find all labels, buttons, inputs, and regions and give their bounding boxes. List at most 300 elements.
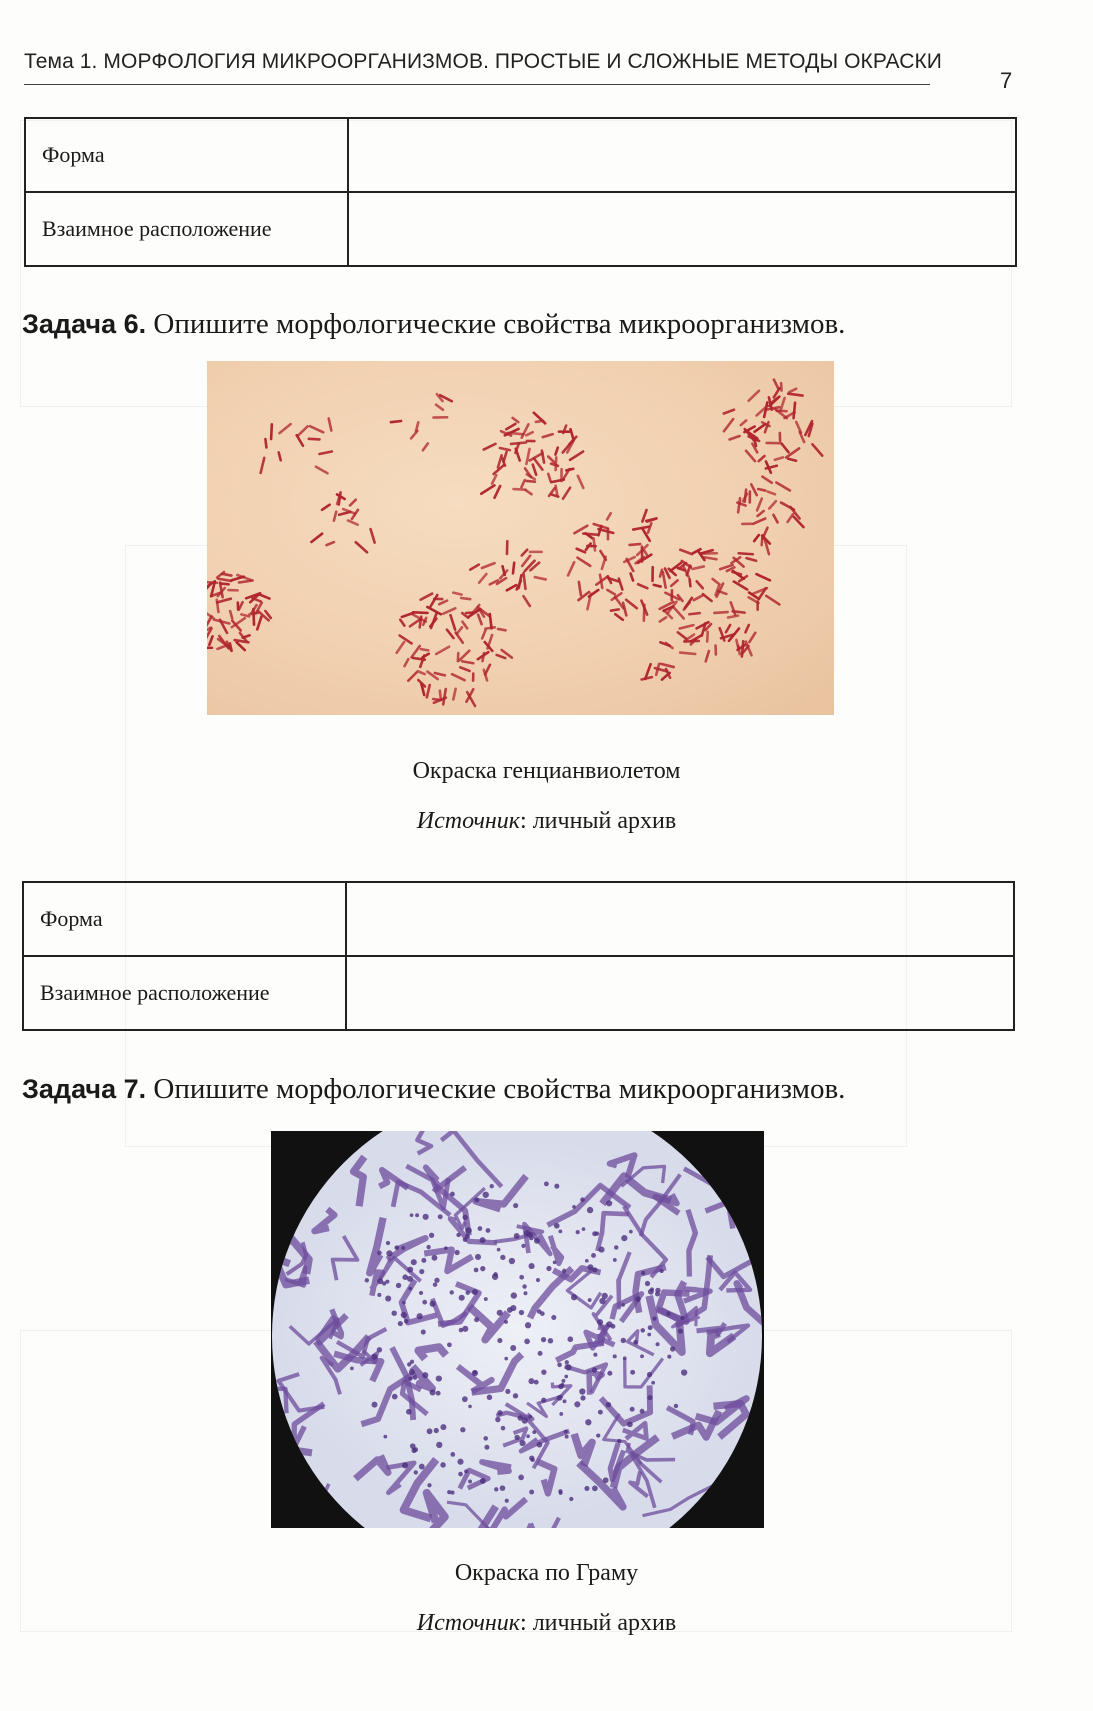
bacterium-rod xyxy=(577,549,585,553)
coccus-cell xyxy=(630,1370,635,1375)
coccus-cell xyxy=(402,1274,408,1280)
bacterium-rod xyxy=(788,459,796,461)
bacterium-rod xyxy=(713,579,720,584)
coccus-cell xyxy=(513,1203,518,1208)
task-text: Опишите морфологические свойства микроорганизмов. xyxy=(153,308,846,340)
coccus-cell xyxy=(447,1342,452,1347)
coccus-cell xyxy=(557,1363,562,1368)
coccus-cell xyxy=(497,1248,501,1252)
coccus-cell xyxy=(580,1395,585,1400)
stained-strand xyxy=(754,1391,764,1424)
coccus-cell xyxy=(614,1245,618,1249)
bacterium-rod xyxy=(660,642,669,645)
bacterium-rod xyxy=(769,501,776,508)
coccus-cell xyxy=(472,1370,478,1376)
coccus-cell xyxy=(513,1393,518,1398)
bacterium-rod xyxy=(451,615,456,629)
bacterium-rod xyxy=(506,424,515,429)
bacterium-rod xyxy=(470,565,478,570)
bacterium-rod xyxy=(774,380,779,389)
bacterium-rod xyxy=(423,654,429,658)
microscope-field xyxy=(271,1131,764,1528)
bacterium-rod xyxy=(257,617,261,630)
answer-cell[interactable] xyxy=(346,956,1014,1030)
bacterium-rod xyxy=(680,550,692,554)
bacterium-rod xyxy=(728,616,738,618)
coccus-cell xyxy=(438,1214,443,1219)
coccus-cell xyxy=(565,1360,569,1364)
bacterium-rod xyxy=(758,489,765,491)
coccus-cell xyxy=(544,1181,549,1186)
bacterium-rod xyxy=(743,494,747,501)
bacterium-rod xyxy=(543,434,553,437)
bacterium-rod xyxy=(756,574,770,580)
bacterium-rod xyxy=(490,614,492,628)
bacterium-rod xyxy=(513,418,519,422)
bacterium-rod xyxy=(217,599,231,603)
coccus-cell xyxy=(593,1353,597,1357)
bacterium-rod xyxy=(327,542,334,545)
coccus-cell xyxy=(527,1231,533,1237)
coccus-cell xyxy=(524,1339,530,1345)
coccus-cell xyxy=(409,1369,415,1375)
bacterium-rod xyxy=(751,484,756,495)
coccus-cell xyxy=(392,1394,398,1400)
bacterium-rod xyxy=(630,544,641,545)
bacterium-rod xyxy=(754,535,759,541)
coccus-cell xyxy=(480,1266,485,1271)
coccus-cell xyxy=(497,1338,502,1343)
coccus-cell xyxy=(478,1226,483,1231)
bacterium-rod xyxy=(607,513,611,519)
coccus-cell xyxy=(640,1409,645,1414)
coccus-cell xyxy=(514,1233,520,1239)
bacterium-rod xyxy=(459,651,469,661)
bacterium-rod xyxy=(259,594,270,598)
coccus-cell xyxy=(528,1378,534,1384)
bacterium-rod xyxy=(500,448,510,450)
coccus-cell xyxy=(540,1311,545,1316)
coccus-cell xyxy=(372,1402,378,1408)
bacterium-rod xyxy=(522,556,530,566)
stained-strand xyxy=(271,1465,272,1472)
coccus-cell xyxy=(386,1241,390,1245)
bacterium-rod xyxy=(443,689,445,704)
coccus-cell xyxy=(536,1278,540,1282)
coccus-cell xyxy=(660,1269,664,1273)
table-row xyxy=(23,956,1014,1030)
bacterium-rod xyxy=(644,550,648,556)
bacterium-rod xyxy=(421,594,433,600)
coccus-cell xyxy=(554,1223,560,1229)
coccus-cell xyxy=(465,1234,470,1239)
bacterium-rod xyxy=(775,457,783,459)
coccus-cell xyxy=(486,1228,491,1233)
bacterium-rod xyxy=(452,674,465,680)
coccus-cell xyxy=(493,1272,498,1277)
bacterium-rod xyxy=(663,572,666,587)
coccus-cell xyxy=(396,1283,401,1288)
bacterium-rod xyxy=(678,632,686,638)
answer-cell[interactable] xyxy=(348,118,1016,192)
bacterium-rod xyxy=(348,520,358,524)
stained-strand xyxy=(736,1469,756,1499)
coccus-cell xyxy=(602,1293,608,1299)
bacterium-rod xyxy=(433,699,441,700)
coccus-cell xyxy=(454,1250,459,1255)
coccus-cell xyxy=(525,1322,531,1328)
bacterium-rod xyxy=(218,579,231,581)
coccus-cell xyxy=(430,1301,436,1307)
coccus-cell xyxy=(548,1338,553,1343)
coccus-cell xyxy=(460,1427,465,1432)
coccus-cell xyxy=(681,1369,687,1375)
coccus-cell xyxy=(559,1491,563,1495)
coccus-cell xyxy=(504,1320,508,1324)
bacterium-rod xyxy=(482,630,485,638)
bacterium-rod xyxy=(408,672,416,680)
coccus-cell xyxy=(551,1315,556,1320)
bacterium-rod xyxy=(453,689,455,700)
coccus-cell xyxy=(571,1294,577,1300)
bacterium-rod xyxy=(615,614,623,620)
coccus-cell xyxy=(579,1388,585,1394)
bacterium-rod xyxy=(436,647,449,654)
bacterium-rod xyxy=(570,429,573,439)
coccus-cell xyxy=(572,1205,576,1209)
coccus-cell xyxy=(401,1246,405,1250)
coccus-cell xyxy=(621,1303,625,1307)
coccus-cell xyxy=(641,1271,645,1275)
bacterium-rod xyxy=(714,612,727,613)
coccus-cell xyxy=(576,1230,580,1234)
coccus-cell xyxy=(562,1269,566,1273)
figure-source xyxy=(0,1610,1093,1637)
bacterium-rod xyxy=(706,651,709,661)
gram-stain-field-image xyxy=(271,1131,764,1528)
coccus-cell xyxy=(645,1281,650,1286)
bacterium-rod xyxy=(758,511,764,516)
coccus-cell xyxy=(391,1310,396,1315)
bacterium-rod xyxy=(533,465,536,475)
coccus-cell xyxy=(538,1351,543,1356)
bacterium-rod xyxy=(702,553,717,554)
bacterium-rod xyxy=(660,570,662,577)
bacterium-rod xyxy=(461,598,470,599)
coccus-cell xyxy=(402,1301,406,1305)
coccus-cell xyxy=(432,1255,438,1261)
coccus-cell xyxy=(436,1391,441,1396)
source-text: : личный архив xyxy=(520,1610,677,1636)
stained-strand xyxy=(598,1327,605,1343)
bacterium-rod xyxy=(239,602,243,609)
bacterium-rod xyxy=(400,620,404,626)
bacterium-rod xyxy=(607,590,615,594)
stained-strand xyxy=(291,1484,329,1528)
coccus-cell xyxy=(623,1356,627,1360)
coccus-cell xyxy=(603,1477,609,1483)
bacterium-rod xyxy=(646,519,656,521)
bacterium-rod xyxy=(519,575,522,588)
bacterium-rod xyxy=(481,485,494,493)
coccus-cell xyxy=(599,1247,605,1253)
coccus-cell xyxy=(674,1404,678,1408)
coccus-cell xyxy=(365,1278,369,1282)
figure-source xyxy=(0,808,1093,835)
coccus-cell xyxy=(423,1214,429,1220)
bacterium-rod xyxy=(356,542,367,552)
bacterium-rod xyxy=(309,439,320,440)
coccus-cell xyxy=(561,1383,565,1387)
coccus-cell xyxy=(500,1485,506,1491)
task-7-heading xyxy=(22,1073,845,1106)
coccus-cell xyxy=(647,1395,652,1400)
stained-strand xyxy=(271,1393,276,1416)
coccus-cell xyxy=(528,1415,532,1419)
bacterium-rod xyxy=(413,612,427,613)
bacterium-rod xyxy=(556,486,558,495)
bacterium-rod xyxy=(479,574,486,583)
bacterium-rod xyxy=(548,474,550,481)
bacterium-rod xyxy=(230,611,232,619)
coccus-cell xyxy=(434,1278,439,1283)
task-6-heading xyxy=(22,308,845,341)
coccus-cell xyxy=(596,1433,600,1437)
coccus-cell xyxy=(377,1347,382,1352)
coccus-cell xyxy=(541,1369,546,1374)
stained-strand xyxy=(297,1145,321,1174)
coccus-cell xyxy=(606,1321,612,1327)
bacterium-rod xyxy=(757,499,762,511)
coccus-cell xyxy=(629,1230,633,1234)
bacterium-rod xyxy=(638,584,647,588)
bacterium-rod xyxy=(316,467,328,474)
bacterium-rod xyxy=(788,514,793,522)
bacterium-rod xyxy=(706,624,711,630)
bacterium-rod xyxy=(776,482,790,490)
bacterium-rod xyxy=(339,512,350,515)
coccus-cell xyxy=(480,1237,486,1243)
bacterium-rod xyxy=(521,480,524,487)
source-text: : личный архив xyxy=(520,808,677,834)
bacterium-rod xyxy=(230,643,232,650)
source-label: Источник xyxy=(416,808,521,834)
bacterium-rod xyxy=(513,563,514,574)
coccus-cell xyxy=(519,1275,524,1280)
bacterium-rod xyxy=(516,449,520,461)
bacterium-rod xyxy=(261,458,265,473)
bacterium-rod xyxy=(427,685,430,697)
bacterium-rod xyxy=(279,452,281,460)
coccus-cell xyxy=(564,1375,568,1379)
coccus-cell xyxy=(621,1235,627,1241)
coccus-cell xyxy=(523,1291,527,1295)
stained-strand xyxy=(703,1131,747,1144)
coccus-cell xyxy=(457,1459,463,1465)
coccus-cell xyxy=(592,1486,598,1492)
answer-cell[interactable] xyxy=(348,192,1016,266)
row-label: Взаимное расположение xyxy=(25,192,348,266)
coccus-cell xyxy=(678,1328,683,1333)
coccus-cell xyxy=(472,1289,478,1295)
coccus-cell xyxy=(422,1300,427,1305)
coccus-cell xyxy=(383,1435,387,1439)
coccus-cell xyxy=(410,1360,414,1364)
bacterium-rod xyxy=(400,636,412,644)
bacterium-rod xyxy=(767,407,779,409)
coccus-cell xyxy=(580,1197,585,1202)
coccus-cell xyxy=(450,1290,454,1294)
bacterium-rod xyxy=(661,664,674,667)
bacterium-rod xyxy=(570,452,583,460)
coccus-cell xyxy=(621,1338,626,1343)
coccus-cell xyxy=(574,1401,580,1407)
coccus-cell xyxy=(433,1282,437,1286)
bacterium-rod xyxy=(443,608,455,613)
bacterium-rod xyxy=(724,410,734,414)
bacterium-rod xyxy=(578,476,584,488)
coccus-cell xyxy=(648,1325,653,1330)
bacterium-rod xyxy=(241,614,249,616)
coccus-cell xyxy=(565,1435,569,1439)
coccus-cell xyxy=(483,1436,488,1441)
bacterium-rod xyxy=(673,607,684,619)
bacterium-rod xyxy=(265,439,266,447)
bacterium-rod xyxy=(207,582,217,583)
coccus-cell xyxy=(647,1372,652,1377)
bacterium-rod xyxy=(478,615,481,625)
coccus-cell xyxy=(422,1372,428,1378)
task-text: Опишите морфологические свойства микроорганизмов. xyxy=(153,1073,846,1105)
bacterium-rod xyxy=(788,394,802,396)
coccus-cell xyxy=(487,1395,493,1401)
coccus-cell xyxy=(557,1395,563,1401)
bacterium-rod xyxy=(738,498,740,512)
coccus-cell xyxy=(440,1462,445,1467)
table-row xyxy=(23,882,1014,956)
bacterium-rod xyxy=(556,457,557,470)
bacterium-rod xyxy=(311,534,322,542)
bacterium-rod xyxy=(548,457,554,463)
bacterium-rod xyxy=(633,527,649,530)
coccus-cell xyxy=(554,1184,559,1189)
coccus-cell xyxy=(655,1288,660,1293)
coccus-cell xyxy=(505,1499,509,1503)
coccus-cell xyxy=(459,1295,465,1301)
coccus-cell xyxy=(584,1486,589,1491)
coccus-cell xyxy=(450,1192,455,1197)
stained-strand xyxy=(733,1520,761,1529)
coccus-cell xyxy=(402,1462,408,1468)
bacterium-rod xyxy=(796,422,801,433)
coccus-cell xyxy=(395,1245,400,1250)
bacterium-rod xyxy=(329,418,332,430)
coccus-cell xyxy=(569,1497,573,1501)
bacterium-rod xyxy=(237,642,245,650)
bacterium-rod xyxy=(626,600,637,608)
task-number: Задача 7. xyxy=(22,1074,147,1104)
coccus-cell xyxy=(421,1258,426,1263)
bacterium-rod xyxy=(397,642,404,653)
coccus-cell xyxy=(606,1402,611,1407)
bacterium-rod xyxy=(574,526,587,533)
coccus-cell xyxy=(606,1200,612,1206)
bacterium-rod xyxy=(460,667,469,671)
bacterium-rod xyxy=(768,492,775,495)
bacterium-rod xyxy=(310,426,323,432)
bacterium-rod xyxy=(466,612,476,613)
bacterium-rod xyxy=(371,529,375,543)
coccus-cell xyxy=(450,1452,455,1457)
coccus-cell xyxy=(483,1192,489,1198)
bacterium-rod xyxy=(209,636,212,645)
coccus-cell xyxy=(466,1290,470,1294)
coccus-cell xyxy=(484,1445,489,1450)
coccus-cell xyxy=(514,1435,519,1440)
bacterium-rod xyxy=(611,609,619,610)
bacterium-rod xyxy=(431,595,438,606)
bacterium-rod xyxy=(494,486,500,498)
bacterium-rod xyxy=(654,585,661,587)
coccus-cell xyxy=(558,1229,562,1233)
coccus-cell xyxy=(591,1253,596,1258)
micrograph-gentian-violet xyxy=(207,361,834,715)
coccus-cell xyxy=(429,1233,434,1238)
coccus-cell xyxy=(529,1490,534,1495)
bacterium-rod xyxy=(427,607,441,614)
bacterium-rod xyxy=(507,585,516,590)
bacterium-rod xyxy=(207,616,212,626)
coccus-cell xyxy=(475,1254,481,1260)
coccus-cell xyxy=(587,1264,593,1270)
bacterium-rod xyxy=(690,579,691,586)
coccus-cell xyxy=(407,1267,413,1273)
coccus-cell xyxy=(462,1396,468,1402)
coccus-cell xyxy=(401,1312,407,1318)
coccus-cell xyxy=(561,1379,565,1383)
bacterium-rod xyxy=(563,488,570,499)
answer-cell[interactable] xyxy=(346,882,1014,956)
coccus-cell xyxy=(648,1289,654,1295)
coccus-cell xyxy=(582,1227,586,1231)
bacterium-rod xyxy=(733,611,745,612)
coccus-cell xyxy=(585,1419,591,1425)
bacterium-rod xyxy=(680,653,695,654)
coccus-cell xyxy=(385,1296,391,1302)
bacterium-rod xyxy=(334,512,336,521)
coccus-cell xyxy=(587,1207,593,1213)
bacterium-rod xyxy=(492,475,496,483)
coccus-cell xyxy=(427,1428,433,1434)
stained-strand xyxy=(276,1156,309,1188)
coccus-cell xyxy=(501,1426,506,1431)
bacterium-rod xyxy=(484,444,496,450)
bacterium-rod xyxy=(749,391,759,401)
coccus-cell xyxy=(598,1410,603,1415)
stained-strand xyxy=(761,1391,764,1431)
coccus-cell xyxy=(410,1443,416,1449)
bacterium-rod xyxy=(526,449,529,464)
coccus-cell xyxy=(421,1329,426,1334)
bacterium-rod xyxy=(731,602,735,614)
bacterium-rod xyxy=(411,646,419,657)
micrograph-gram-stain xyxy=(271,1131,764,1528)
table-row xyxy=(25,118,1016,192)
bacterium-rod xyxy=(749,633,755,642)
bacterium-rod xyxy=(221,583,229,584)
bacterium-rod xyxy=(577,558,590,566)
coccus-cell xyxy=(377,1251,382,1256)
